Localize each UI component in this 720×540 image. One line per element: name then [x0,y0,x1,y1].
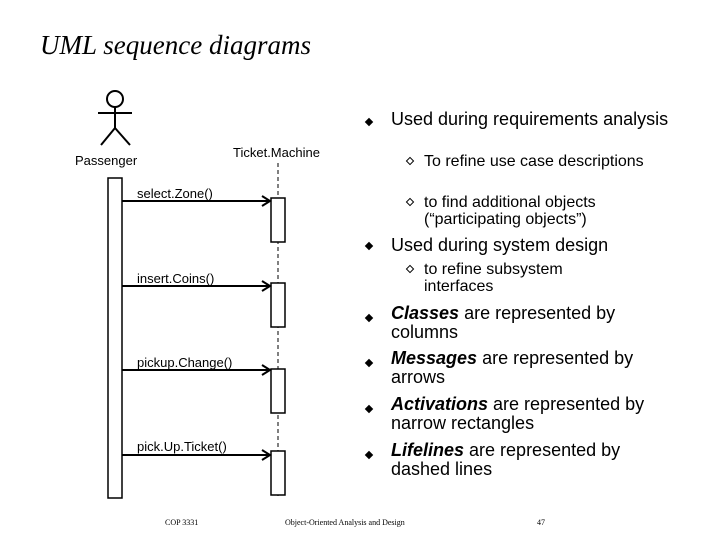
bullet-5 [391,395,691,433]
message-label-1: select.Zone() [137,186,213,201]
bullet-4 [391,349,691,387]
footer-course: COP 3331 [165,518,199,527]
sub-bullet-1-2: to find additional objects (“participating objects”) [424,194,596,228]
bullet-3-em: Classes [391,303,460,323]
bullet-2: Used during system design [391,235,609,255]
bullet-1: Used during requirements analysis [391,109,669,129]
bullet-3 [391,304,681,342]
activation-4 [271,451,285,495]
passenger-activation [108,178,122,498]
bullet-6 [391,441,681,479]
activation-1 [271,198,285,242]
bullet-4-em: Messages [391,348,478,368]
bullet-4-rest: are represented by arrows [391,348,634,387]
bullet-6-rest: are represented by dashed lines [391,440,621,479]
activation-2 [271,283,285,327]
footer-page-number: 47 [537,518,545,527]
footer-subject: Object-Oriented Analysis and Design [285,518,405,527]
activation-3 [271,369,285,413]
message-label-4: pick.Up.Ticket() [137,439,227,454]
sub-bullet-1-1: To refine use case descriptions [424,153,644,170]
bullet-5-rest: are represented by narrow rectangles [391,394,645,433]
sub-bullet-2-1: to refine subsystem interfaces [424,261,563,295]
actor-icon [98,91,132,145]
message-label-3: pickup.Change() [137,355,233,370]
bullet-6-em: Lifelines [391,440,465,460]
object-label: Ticket.Machine [233,145,320,160]
bullet-3-rest: are represented by columns [391,303,616,342]
actor-label: Passenger [75,153,138,168]
slide-title: UML sequence diagrams [40,30,311,60]
bullet-5-em: Activations [391,394,489,414]
message-label-2: insert.Coins() [137,271,215,286]
